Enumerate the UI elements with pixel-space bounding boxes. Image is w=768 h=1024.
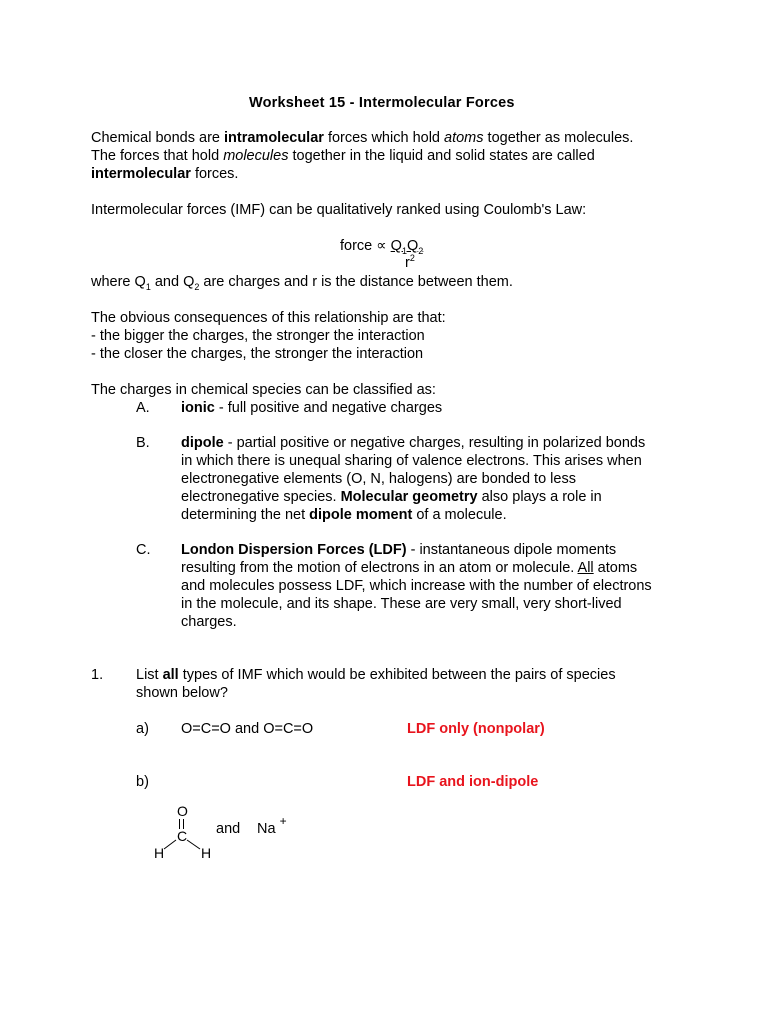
where-line [91, 273, 513, 291]
part-b-label: b) [136, 774, 149, 790]
intro-line-1 [91, 129, 633, 147]
part-b-and: and [216, 821, 241, 837]
hydrogen-atom-right: H [201, 845, 212, 861]
term-molecules: molecules [223, 148, 289, 164]
part-b-answer: LDF and ion-dipole [407, 774, 539, 790]
subscript: 2 [194, 281, 200, 292]
q1-subscript: 1 [401, 245, 407, 256]
intro-line-3 [91, 165, 238, 183]
page-title: Worksheet 15 - Intermolecular Forces [249, 95, 515, 111]
term-all-bold: all [162, 667, 179, 683]
question-line-2: shown below? [136, 685, 228, 701]
bond-left [164, 840, 176, 849]
text: - instantaneous dipole moments [406, 542, 617, 558]
text: together as molecules. [483, 130, 634, 146]
class-b-line-5 [181, 506, 507, 524]
text: forces which hold [323, 130, 445, 146]
q2-subscript: 2 [418, 245, 424, 256]
class-b-line-4 [181, 488, 602, 506]
intro-line-2 [91, 147, 595, 165]
class-c-line-4: in the molecule, and its shape. These are very small, very short-lived [181, 596, 622, 612]
r-exponent: 2 [409, 253, 415, 264]
text: Chemical bonds are [91, 130, 224, 146]
r: r [405, 255, 410, 271]
question-line-1 [136, 666, 616, 684]
text: resulting from the motion of electrons in an atom or molecule. [181, 560, 578, 576]
class-b-line-1 [181, 434, 645, 452]
formula-denominator [405, 254, 415, 272]
class-c-line-3: and molecules possess LDF, which increase with the number of electrons [181, 578, 652, 594]
subscript: 1 [145, 281, 151, 292]
consequence-item-2: - the closer the charges, the stronger the interaction [91, 346, 424, 362]
text: - full positive and negative charges [214, 400, 443, 416]
part-a-label: a) [136, 721, 149, 737]
text: types of IMF which would be exhibited between the pairs of species [178, 667, 616, 683]
term-molecular-geometry: Molecular geometry [340, 489, 478, 505]
consequences-head: The obvious consequences of this relationship are that: [91, 310, 446, 326]
text: also plays a role in [477, 489, 602, 505]
part-a-answer: LDF only (nonpolar) [407, 721, 545, 737]
term-all: All [577, 560, 594, 576]
carbon-atom: C [177, 828, 188, 844]
text: - partial positive or negative charges, resulting in polarized bonds [223, 435, 646, 451]
classified-head: The charges in chemical species can be classified as: [91, 382, 436, 398]
imf-rank-line: Intermolecular forces (IMF) can be qualitatively ranked using Coulomb's Law: [91, 202, 587, 218]
class-c-line-5: charges. [181, 614, 237, 630]
text: List [136, 667, 163, 683]
term-ionic: ionic [181, 400, 215, 416]
text: atoms [593, 560, 638, 576]
text: together in the liquid and solid states are called [288, 148, 595, 164]
bond-right [187, 840, 200, 849]
class-b-line-3: electronegative elements (O, N, halogens) are bonded to less [181, 471, 576, 487]
text: forces. [190, 166, 239, 182]
text: and Q [150, 274, 195, 290]
term-atoms: atoms [444, 130, 484, 146]
question-number: 1. [91, 667, 104, 683]
term-intermolecular: intermolecular [91, 166, 191, 182]
q2: Q [406, 238, 419, 254]
sodium-ion [257, 814, 287, 838]
text: The forces that hold [91, 148, 224, 164]
class-b-line-2: in which there is unequal sharing of valence electrons. This arises when [181, 453, 642, 469]
class-c-marker: C. [136, 542, 151, 558]
text: are charges and r is the distance between them. [199, 274, 513, 290]
class-a-text [181, 399, 442, 417]
class-a-marker: A. [136, 400, 150, 416]
class-c-line-2 [181, 559, 637, 577]
term-dipole-moment: dipole moment [309, 507, 413, 523]
term-ldf: London Dispersion Forces (LDF) [181, 542, 407, 558]
formula-numerator [391, 238, 424, 254]
q1: Q [390, 238, 402, 254]
hydrogen-atom-left: H [154, 845, 165, 861]
oxygen-atom: O [177, 803, 188, 819]
ion-charge: + [279, 814, 287, 829]
term-dipole: dipole [181, 435, 224, 451]
term-intramolecular: intramolecular [224, 130, 324, 146]
class-c-line-1 [181, 541, 616, 559]
ion-symbol: Na [257, 821, 276, 837]
text: electronegative species. [181, 489, 341, 505]
class-b-marker: B. [136, 435, 150, 451]
text: determining the net [181, 507, 310, 523]
formula-label: force ∝ [340, 238, 391, 254]
part-a-species: O=C=O and O=C=O [181, 721, 314, 737]
text: of a molecule. [412, 507, 507, 523]
text: where Q [91, 274, 146, 290]
consequence-item-1: - the bigger the charges, the stronger the interaction [91, 328, 425, 344]
